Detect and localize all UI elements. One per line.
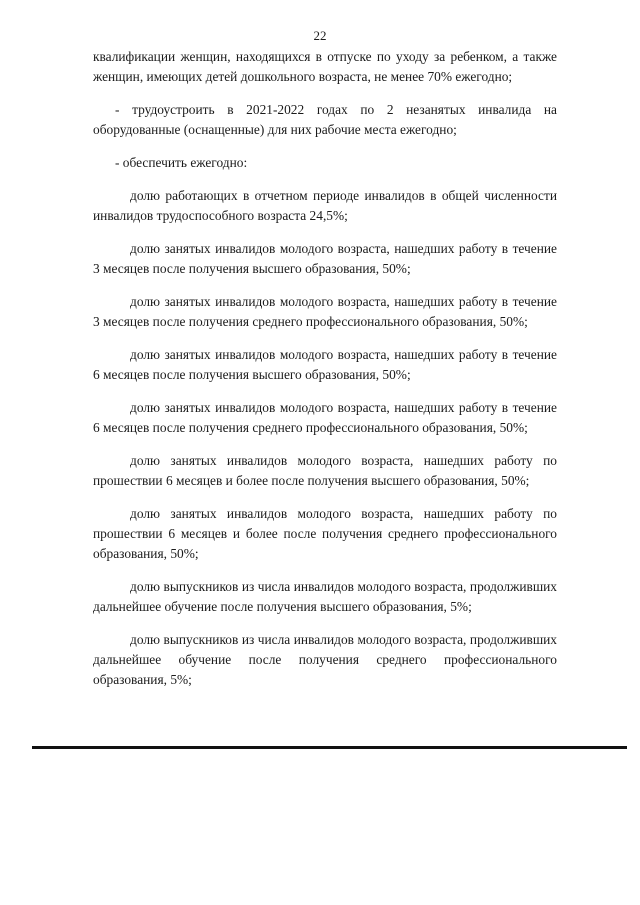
page-number: 22 xyxy=(313,28,327,43)
paragraph-after-6-months-higher: долю занятых инвалидов молодого возраста, нашедших работу по прошествии 6 месяцев и более после получения высшего образования, 50%; xyxy=(93,453,557,488)
paragraph-6-months-secondary: долю занятых инвалидов молодого возраста, нашедших работу в течение 6 месяцев после получения среднего профессионального образования, 50%; xyxy=(93,400,557,435)
paragraph-working-disabled-share: долю работающих в отчетном периоде инвалидов в общей численности инвалидов трудоспособного возраста 24,5%; xyxy=(93,188,557,223)
paragraph-employ-disabled: - трудоустроить в 2021-2022 годах по 2 незанятых инвалида на оборудованные (оснащенные) для них рабочие места ежегодно; xyxy=(93,102,557,137)
paragraph-6-months-higher: долю занятых инвалидов молодого возраста, нашедших работу в течение 6 месяцев после получения высшего образования, 50%; xyxy=(93,347,557,382)
paragraph-graduates-secondary: долю выпускников из числа инвалидов молодого возраста, продолживших дальнейшее обучение после получения среднего профессионального образования, 5%; xyxy=(93,632,557,687)
paragraph-ensure-annually: - обеспечить ежегодно: xyxy=(115,155,248,170)
paragraph-graduates-higher: долю выпускников из числа инвалидов молодого возраста, продолживших дальнейшее обучение после получения высшего образования, 5%; xyxy=(93,579,557,614)
footer-divider xyxy=(32,746,627,749)
paragraph-women-qualification: квалификации женщин, находящихся в отпуске по уходу за ребенком, а также женщин, имеющих детей дошкольного возраста, не менее 70% ежегодно; xyxy=(93,49,557,84)
document-body xyxy=(93,47,557,703)
paragraph-3-months-higher: долю занятых инвалидов молодого возраста, нашедших работу в течение 3 месяцев после получения высшего образования, 50%; xyxy=(93,241,557,276)
paragraph-after-6-months-secondary: долю занятых инвалидов молодого возраста, нашедших работу по прошествии 6 месяцев и более после получения среднего профессионального образования, 50%; xyxy=(93,506,557,561)
paragraph-3-months-secondary: долю занятых инвалидов молодого возраста, нашедших работу в течение 3 месяцев после получения среднего профессионального образования, 50%; xyxy=(93,294,557,329)
